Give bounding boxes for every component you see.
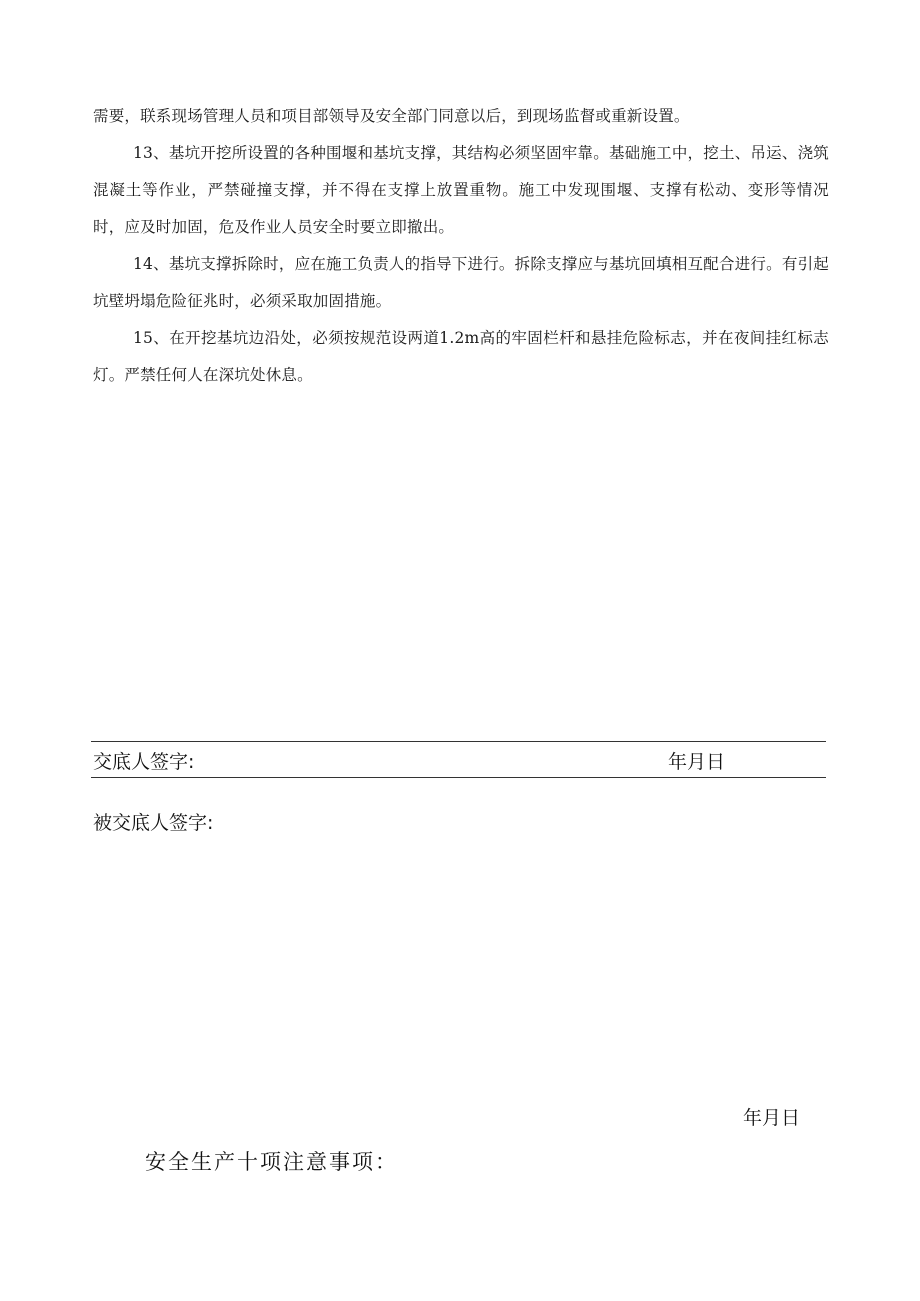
signature-top-rule [91,741,826,742]
recipient-signature-label: 被交底人签字: [93,812,214,834]
paragraph-item-15: 15、在开挖基坑边沿处，必须按规范设两道1.2m高的牢固栏杆和悬挂危险标志，并在夜间挂红标志灯。严禁任何人在深坑处休息。 [93,329,829,384]
section-heading: 安全生产十项注意事项： [145,1150,398,1174]
paragraph-item-13: 13、基坑开挖所设置的各种围堰和基坑支撑，其结构必须坚固牢靠。基础施工中，挖土、吊运、浇筑混凝土等作业，严禁碰撞支撑，并不得在支撑上放置重物。施工中发现围堰、支撑有松动、变形等情况时，应及时加固，危及作业人员安全时要立即撤出。 [93,144,829,236]
paragraph-continuation: 需要，联系现场管理人员和项目部领导及安全部门同意以后，到现场监督或重新设置。 [93,107,690,125]
presenter-date-label: 年月日 [668,751,726,773]
presenter-signature-label: 交底人签字: [93,751,195,773]
paragraph-item-14: 14、基坑支撑拆除时，应在施工负责人的指导下进行。拆除支撑应与基坑回填相互配合进行。有引起坑壁坍塌危险征兆时，必须采取加固措施。 [93,255,829,310]
signature-bottom-rule [91,777,826,778]
recipient-date-label: 年月日 [743,1107,801,1129]
